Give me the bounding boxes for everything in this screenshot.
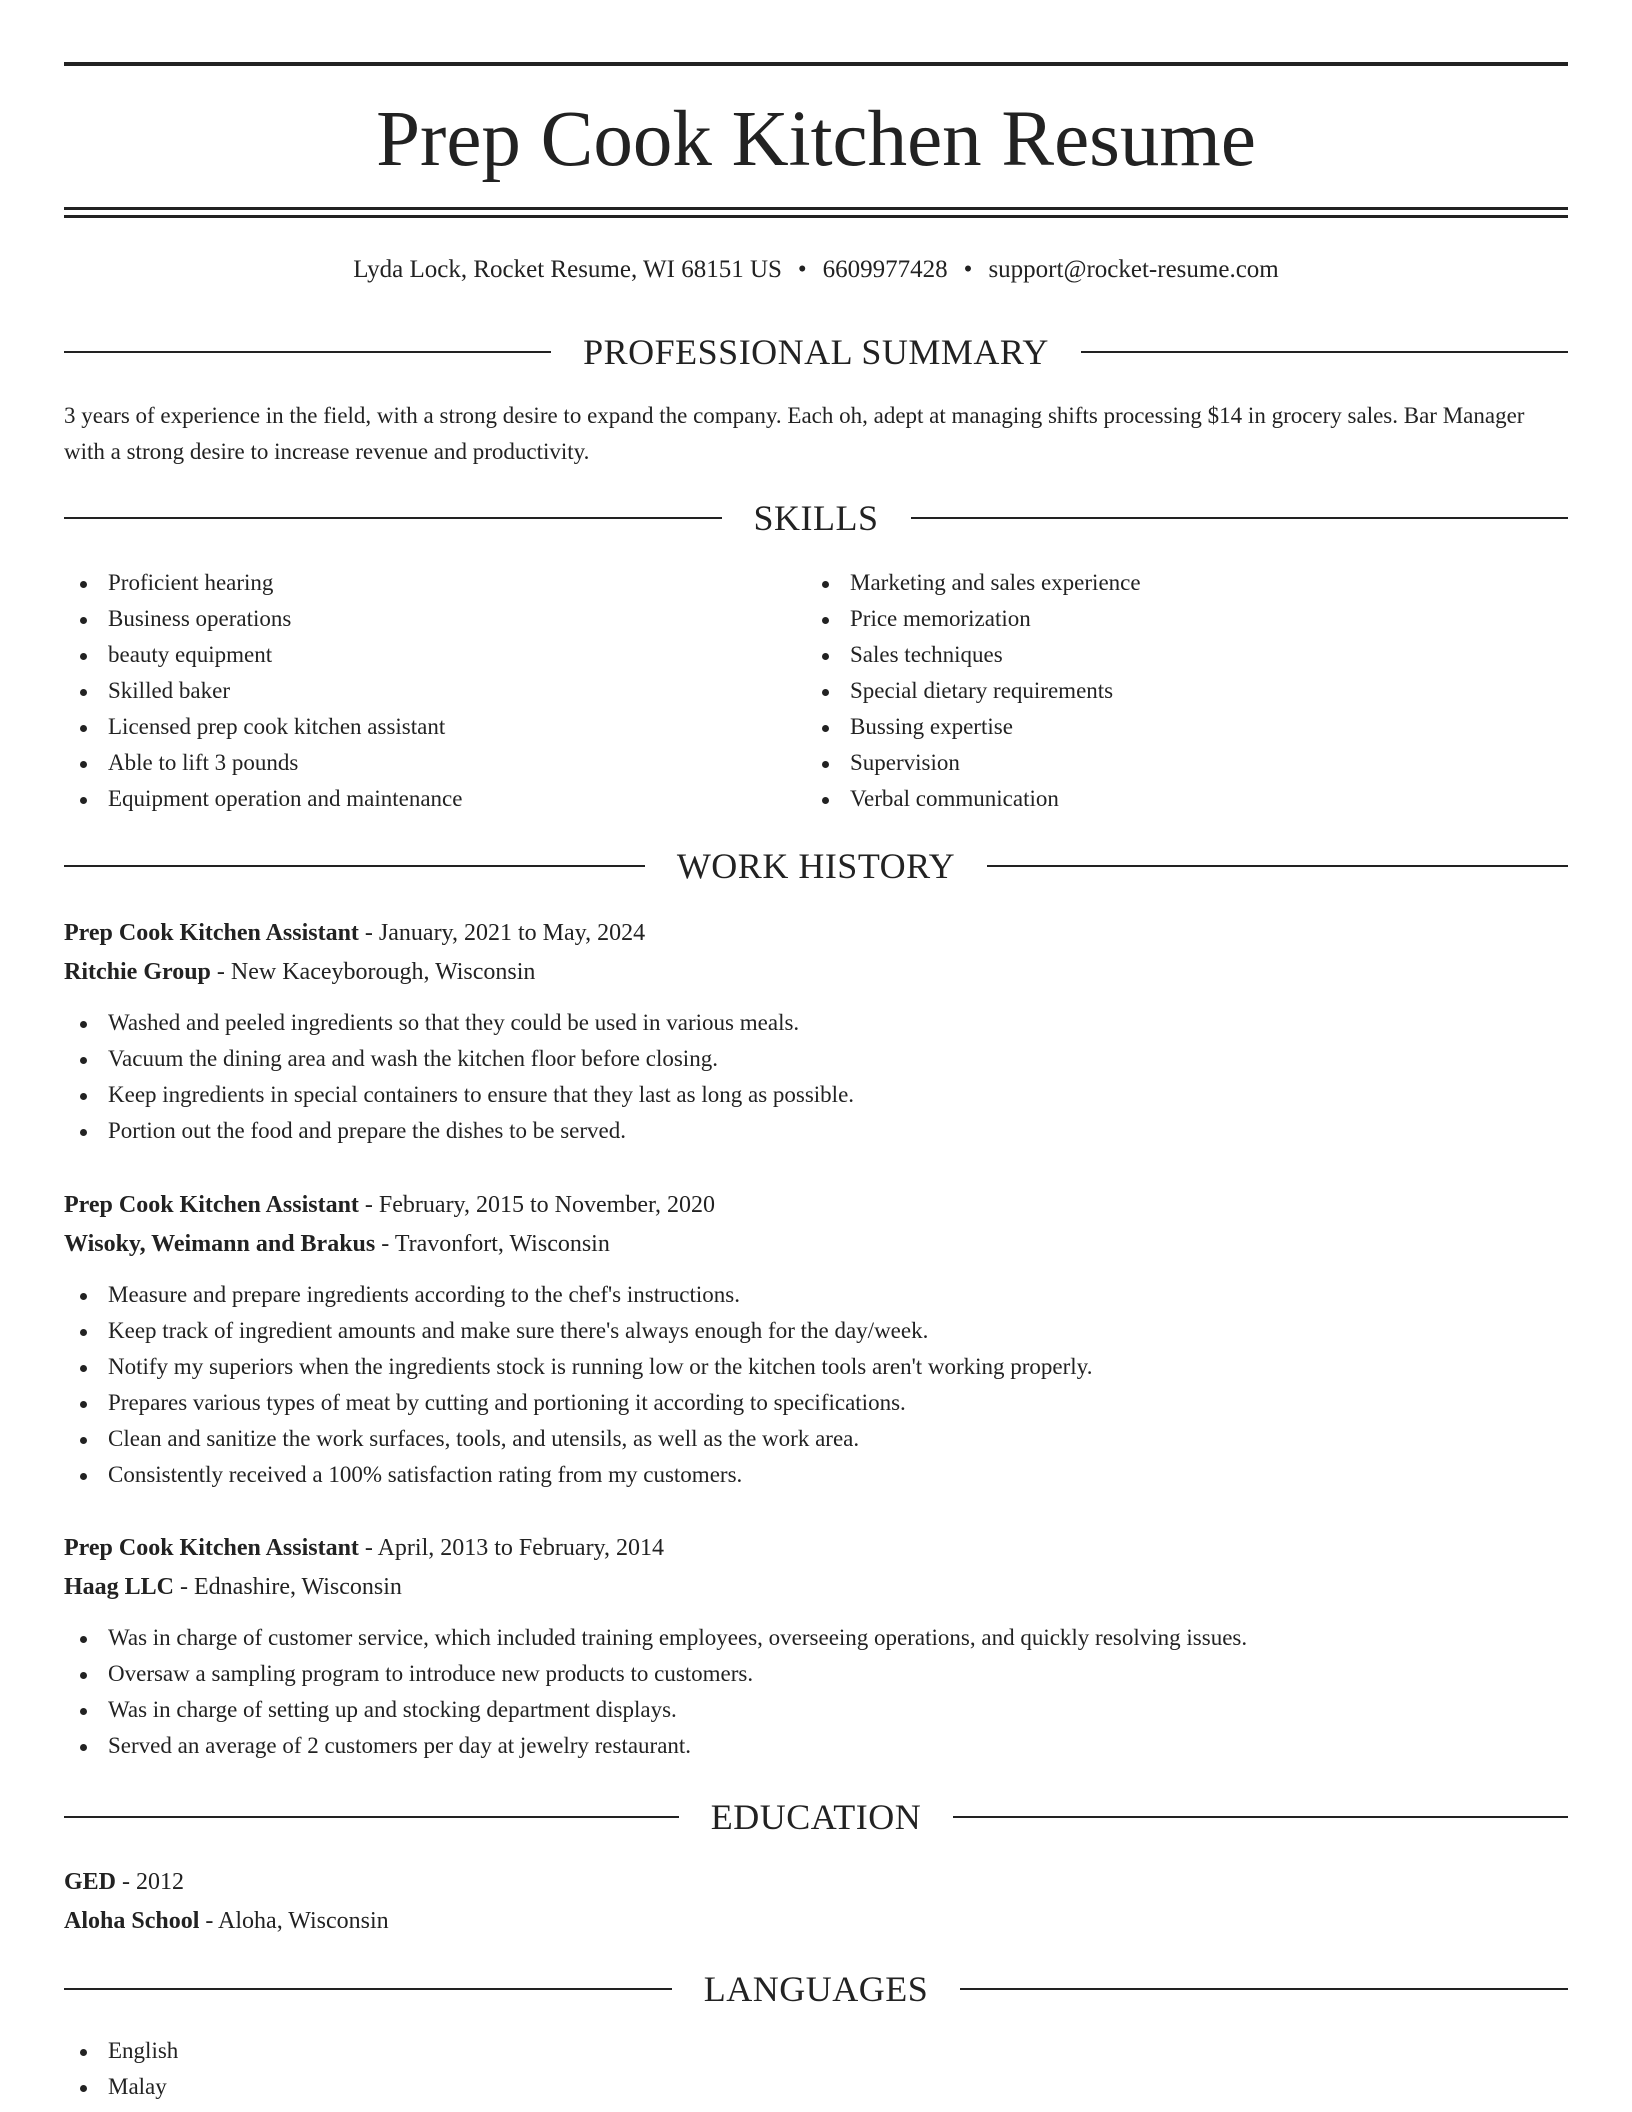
contact-address: Lyda Lock, Rocket Resume, WI 68151 US <box>353 256 782 283</box>
language-item: Malay <box>64 2069 784 2105</box>
job-bullet: Was in charge of setting up and stocking department displays. <box>64 1692 1568 1728</box>
contact-separator: • <box>963 256 973 283</box>
job-bullet: Washed and peeled ingredients so that they could be used in various meals. <box>64 1005 1568 1041</box>
job-bullet: Prepares various types of meat by cutting and portioning it according to specifications. <box>64 1385 1568 1421</box>
section-header-summary <box>64 330 1568 374</box>
job-company: Ritchie Group <box>64 959 211 985</box>
education-location: Aloha, Wisconsin <box>218 1908 389 1934</box>
header-top-rule <box>64 62 1568 66</box>
section-header-skills <box>64 496 1568 540</box>
education-year: 2012 <box>136 1869 185 1895</box>
skill-item: Licensed prep cook kitchen assistant <box>64 709 784 745</box>
job-title-line: Prep Cook Kitchen Assistant - January, 2021 to May, 2024 <box>64 920 646 946</box>
section-title: EDUCATION <box>710 1797 922 1837</box>
divider-line <box>64 1816 679 1818</box>
job-bullet: Portion out the food and prepare the dishes to be served. <box>64 1113 1568 1149</box>
job-bullet: Clean and sanitize the work surfaces, tools, and utensils, as well as the work area. <box>64 1421 1568 1457</box>
job-company: Wisoky, Weimann and Brakus <box>64 1231 376 1257</box>
job-dates: February, 2015 to November, 2020 <box>378 1192 716 1218</box>
skill-item: Equipment operation and maintenance <box>64 781 784 817</box>
section-title: SKILLS <box>753 498 879 538</box>
job-location: Travonfort, Wisconsin <box>394 1231 610 1257</box>
header-double-rule-upper <box>64 207 1568 210</box>
divider-line <box>64 865 645 867</box>
job-bullet: Keep track of ingredient amounts and make sure there's always enough for the day/week. <box>64 1313 1568 1349</box>
divider-line <box>64 351 551 353</box>
contact-separator: • <box>797 256 807 283</box>
divider-line <box>1081 351 1568 353</box>
job-title-line: Prep Cook Kitchen Assistant - April, 2013 to February, 2014 <box>64 1535 664 1561</box>
skill-item: Business operations <box>64 601 784 637</box>
job-company-line: Ritchie Group - New Kaceyborough, Wisconsin <box>64 959 536 985</box>
job-location: Ednashire, Wisconsin <box>194 1574 402 1600</box>
education-school-line: Aloha School - Aloha, Wisconsin <box>64 1908 389 1934</box>
education-school: Aloha School <box>64 1908 200 1934</box>
education-entry <box>64 1863 1568 1941</box>
education-degree-line: GED - 2012 <box>64 1869 185 1895</box>
language-item: English <box>64 2033 784 2069</box>
skill-item: Price memorization <box>806 601 1526 637</box>
education-degree: GED <box>64 1869 117 1895</box>
job-location: New Kaceyborough, Wisconsin <box>230 959 536 985</box>
job-bullet: Notify my superiors when the ingredients stock is running low or the kitchen tools aren't working properly. <box>64 1349 1568 1385</box>
divider-line <box>64 517 722 519</box>
job-bullets <box>64 1277 1568 1493</box>
job-title: Prep Cook Kitchen Assistant <box>64 1535 359 1561</box>
job-company: Haag LLC <box>64 1574 175 1600</box>
summary-text: 3 years of experience in the field, with a strong desire to expand the company. Each oh, adept at managing shifts processing $14 in grocery sales. Bar Manager with a strong desire to increase revenue and productivity. <box>64 403 1525 464</box>
job-entry <box>64 1186 1568 1493</box>
job-bullets <box>64 1005 1568 1149</box>
skill-item: Supervision <box>806 745 1526 781</box>
job-bullet: Oversaw a sampling program to introduce new products to customers. <box>64 1656 1568 1692</box>
job-entry <box>64 1529 1568 1764</box>
job-bullet: Measure and prepare ingredients according to the chef's instructions. <box>64 1277 1568 1313</box>
job-company-line: Haag LLC - Ednashire, Wisconsin <box>64 1574 402 1600</box>
job-bullet: Consistently received a 100% satisfaction rating from my customers. <box>64 1457 1568 1493</box>
languages-list <box>64 2033 784 2105</box>
divider-line <box>960 1988 1568 1990</box>
header-double-rule-lower <box>64 215 1568 218</box>
job-title: Prep Cook Kitchen Assistant <box>64 920 359 946</box>
section-title: PROFESSIONAL SUMMARY <box>583 332 1049 372</box>
job-bullets <box>64 1620 1568 1764</box>
skill-item: Able to lift 3 pounds <box>64 745 784 781</box>
job-dates: January, 2021 to May, 2024 <box>378 920 646 946</box>
section-header-work-history <box>64 844 1568 888</box>
job-bullet: Keep ingredients in special containers to ensure that they last as long as possible. <box>64 1077 1568 1113</box>
job-bullet: Served an average of 2 customers per day at jewelry restaurant. <box>64 1728 1568 1764</box>
skill-item: Special dietary requirements <box>806 673 1526 709</box>
skill-item: Bussing expertise <box>806 709 1526 745</box>
skill-item: Marketing and sales experience <box>806 565 1526 601</box>
divider-line <box>911 517 1569 519</box>
skills-list-right <box>806 565 1526 817</box>
skill-item: Proficient hearing <box>64 565 784 601</box>
contact-email: support@rocket-resume.com <box>988 256 1279 283</box>
section-title: WORK HISTORY <box>676 846 956 886</box>
section-header-languages <box>64 1967 1568 2011</box>
resume-title: Prep Cook Kitchen Resume <box>376 96 1256 183</box>
skill-item: Skilled baker <box>64 673 784 709</box>
skill-item: beauty equipment <box>64 637 784 673</box>
job-bullet: Vacuum the dining area and wash the kitchen floor before closing. <box>64 1041 1568 1077</box>
job-title-line: Prep Cook Kitchen Assistant - February, 2015 to November, 2020 <box>64 1192 716 1218</box>
contact-line <box>64 252 1568 288</box>
divider-line <box>953 1816 1568 1818</box>
contact-phone: 6609977428 <box>822 256 948 283</box>
skill-item: Sales techniques <box>806 637 1526 673</box>
job-dates: April, 2013 to February, 2014 <box>377 1535 664 1561</box>
section-header-education <box>64 1795 1568 1839</box>
skills-list-left <box>64 565 784 817</box>
job-bullet: Was in charge of customer service, which included training employees, overseeing operations, and quickly resolving issues. <box>64 1620 1568 1656</box>
skill-item: Verbal communication <box>806 781 1526 817</box>
job-title: Prep Cook Kitchen Assistant <box>64 1192 359 1218</box>
section-title: LANGUAGES <box>703 1969 929 2009</box>
divider-line <box>987 865 1568 867</box>
job-company-line: Wisoky, Weimann and Brakus - Travonfort, Wisconsin <box>64 1231 610 1257</box>
divider-line <box>64 1988 672 1990</box>
job-entry <box>64 914 1568 1149</box>
